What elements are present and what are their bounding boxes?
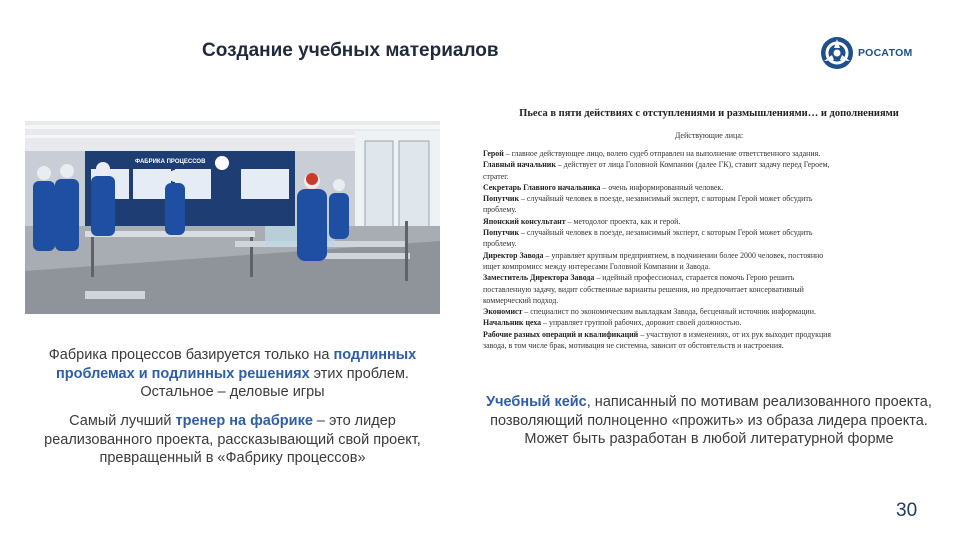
doc-line-role: Рабочие разных операций и квалификаций xyxy=(483,329,639,339)
page-number: 30 xyxy=(896,500,918,521)
doc-line xyxy=(470,306,948,317)
doc-line-text: – случайный человек в поезде, независимый эксперт, с которым Герой может обсудить xyxy=(519,228,813,238)
left-p2-text-b: – это лидер реализованного проекта, рассказывающий свой проект, превращенный в «Фабрику процессов» xyxy=(44,413,421,466)
left-paragraph-1 xyxy=(25,346,440,402)
left-p1-text-b: этих проблем. Остальное – деловые игры xyxy=(140,365,409,400)
doc-line xyxy=(470,238,948,249)
doc-line xyxy=(470,272,948,283)
doc-line xyxy=(470,227,948,238)
doc-line xyxy=(470,171,948,182)
doc-line-role: Экономист xyxy=(483,307,523,317)
doc-line xyxy=(470,193,948,204)
doc-line-role: Директор Завода xyxy=(483,250,544,260)
doc-line-role: Герой xyxy=(483,149,504,158)
doc-line-text: завода, в том числе брак, мотивация не системна, зависит от обстоятельств и настроения. xyxy=(483,341,784,351)
doc-line-text: – участвуют в изменениях, от их рук выходит продукция xyxy=(638,329,832,339)
doc-line xyxy=(470,329,948,340)
doc-line-role: Секретарь Главного начальника xyxy=(483,182,601,192)
left-p1-text-a: Фабрика процессов базируется только на xyxy=(48,347,334,363)
doc-line xyxy=(470,204,948,215)
doc-line xyxy=(470,182,948,193)
doc-line xyxy=(470,250,948,261)
doc-line-text: – методолог проекта, как и герой. xyxy=(565,216,681,226)
doc-line-role: Японский консультант xyxy=(483,216,566,226)
doc-line-text: – главное действующее лицо, волею судеб отправлен на выполнение ответственного задания. xyxy=(503,149,821,158)
doc-line xyxy=(470,317,948,328)
factory-photo xyxy=(25,121,440,314)
doc-line-role: Начальник цеха xyxy=(483,318,542,328)
doc-line-text: ищет компромисс между интересами Головной Компании и Завода. xyxy=(483,261,711,271)
left-p2-text-a: Самый лучший xyxy=(69,413,176,429)
rosatom-atom-icon xyxy=(820,36,854,70)
doc-line xyxy=(470,261,948,272)
right-text: , написанный по мотивам реализованного проекта, позволяющий полноценно «прожить» из образа лидера проекта. Может быть разработан в любой литературной форме xyxy=(490,394,932,447)
doc-lines xyxy=(470,148,948,351)
page-title: Создание учебных материалов xyxy=(202,40,499,61)
doc-line xyxy=(470,284,948,295)
doc-line-role: Попутчик xyxy=(483,228,519,238)
doc-line-role: Попутчик xyxy=(483,194,519,204)
doc-line xyxy=(470,159,948,170)
right-paragraph xyxy=(470,393,948,449)
doc-line-text: проблему. xyxy=(483,205,517,215)
doc-line-text: поставленную задачу, видит собственные варианты решения, но предпочитает консервативный xyxy=(483,284,804,294)
doc-line-text: – действует от лица Головной Компании (далее ГК), ставит задачу перед Героем, xyxy=(555,160,830,170)
doc-line xyxy=(470,295,948,306)
doc-line-role: Главный начальник xyxy=(483,160,556,170)
doc-line xyxy=(470,148,948,159)
doc-line xyxy=(470,340,948,351)
left-p1-highlight: подлинных проблемах и подлинных решениях xyxy=(56,347,417,382)
doc-line-text: проблему. xyxy=(483,239,517,249)
doc-line-text: стратег. xyxy=(483,171,509,181)
left-paragraph-2 xyxy=(25,412,440,468)
doc-line-text: – управляет крупным предприятием, в подчинении более 2000 человек, постоянно xyxy=(543,250,824,260)
doc-line-text: – случайный человек в поезде, независимый эксперт, с которым Герой может обсудить xyxy=(519,194,813,204)
rosatom-logo xyxy=(820,36,913,70)
right-highlight: Учебный кейс xyxy=(486,394,587,410)
doc-line-text: – специалист по экономическим выкладкам Завода, бесценный источник информации. xyxy=(522,307,816,317)
doc-line-text: – идейный профессионал, старается помочь Герою решить xyxy=(594,273,795,283)
doc-line-text: – очень информированный человек. xyxy=(600,182,724,192)
doc-line-role: Заместитель Директора Завода xyxy=(483,273,595,283)
doc-title: Пьеса в пяти действиях с отступлениями и размышлениями… и дополнениями xyxy=(519,108,899,119)
factory-sign-text: ФАБРИКА ПРОЦЕССОВ xyxy=(135,159,206,165)
doc-line-text: коммерческий подход. xyxy=(483,295,559,305)
logo-text: РОСАТОМ xyxy=(858,47,913,59)
case-document-image xyxy=(470,98,948,378)
doc-line-text: – управляет группой рабочих, дорожит своей должностью. xyxy=(541,318,742,328)
left-p2-highlight: тренер на фабрике xyxy=(175,413,313,429)
doc-line xyxy=(470,216,948,227)
doc-subtitle: Действующие лица: xyxy=(674,131,744,140)
